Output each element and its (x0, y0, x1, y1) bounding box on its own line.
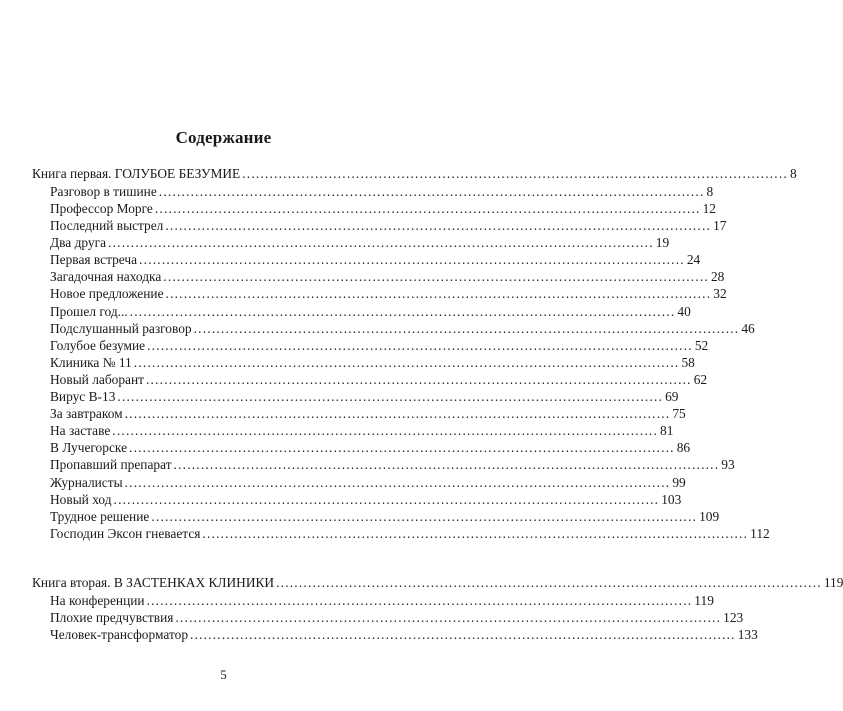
toc-chapter-entry (50, 303, 691, 320)
dot-leader: ........................................................................................................................ (146, 371, 692, 387)
toc-chapter-entry-title: Новый лаборант (50, 371, 144, 387)
toc-chapter-entry-title: Пропавший препарат (50, 457, 172, 473)
toc-chapter-entry-title: Голубое безумие (50, 337, 146, 353)
toc-chapter-entry-title: Два друга (50, 235, 107, 251)
toc-chapter-entry-title: Первая встреча (50, 252, 138, 268)
toc-chapter-entry-title: Последний выстрел (50, 218, 164, 233)
toc-chapter-entry-title: Вирус В-13 (50, 389, 116, 404)
toc-chapter-entry-page: 69 (665, 389, 679, 404)
toc-chapter-entry-page: 17 (713, 218, 727, 233)
dot-leader: ........................................................................................................................ (139, 252, 685, 268)
toc-chapter-entry-page: 81 (660, 423, 674, 439)
dot-leader: ........................................................................................................................ (133, 354, 680, 370)
dot-leader: ........................................................................................................................ (154, 200, 701, 216)
toc-chapter-entry-page: 46 (741, 320, 755, 336)
dot-leader: ........................................................................................................................ (202, 525, 749, 541)
dot-leader: ........................................................................................................................ (175, 609, 722, 625)
toc-chapter-entry (50, 456, 735, 473)
toc-chapter-entry (50, 491, 682, 508)
toc-chapter-entry-page: 109 (699, 508, 720, 524)
toc-section-entry-page: 119 (823, 575, 843, 590)
toc-chapter-entry (50, 234, 670, 251)
toc-chapter-entry-title: Загадочная находка (50, 269, 162, 285)
toc-chapter-entry-page: 112 (750, 525, 770, 541)
dot-leader: ........................................................................................................................ (151, 508, 698, 524)
toc-section-entry (32, 165, 797, 182)
toc-chapter-entry-title: Человек-трансформатор (50, 627, 189, 642)
toc-chapter-entry (50, 609, 744, 626)
toc-chapter-entry (50, 217, 727, 234)
dot-leader: ........................................................................................................................ (124, 406, 671, 422)
dot-leader: ........................................................................................................................ (165, 218, 712, 233)
toc-chapter-entry (50, 439, 691, 456)
toc-chapter-entry (50, 354, 695, 371)
toc-chapter-entry-page: 19 (655, 235, 670, 251)
dot-leader: ........................................................................................................................ (146, 592, 693, 608)
toc-chapter-entry (50, 626, 758, 643)
toc-section-entry (32, 574, 843, 591)
toc-chapter-entry-title: На конференции (50, 592, 145, 608)
toc-chapter-entry-page: 32 (713, 286, 727, 302)
dot-leader: ........................................................................................................................ (190, 627, 736, 642)
toc-chapter-entry-title: Разговор в тишине (50, 183, 157, 199)
toc-chapter-entry-title: На заставе (50, 423, 111, 439)
toc-chapter-entry-title: Подслушанный разговор (50, 320, 192, 336)
toc-section-entry-title: Книга первая. ГОЛУБОЕ БЕЗУМИЕ (32, 166, 241, 181)
toc-chapter-entry-page: 24 (686, 252, 701, 268)
toc-chapter-entry (50, 422, 674, 439)
toc-chapter-entry-page: 123 (723, 609, 744, 625)
toc-chapter-entry (50, 320, 755, 337)
toc-chapter-entry-title: Прошел год... (50, 303, 128, 319)
toc-chapter-entry (50, 251, 701, 268)
dot-leader: ........................................................................................................................ (129, 303, 676, 319)
toc-chapter-entry (50, 285, 727, 302)
dot-leader: ........................................................................................................................ (113, 491, 660, 507)
toc-chapter-entry (50, 371, 708, 388)
toc-chapter-entry-title: Господин Эксон гневается (50, 525, 201, 541)
toc-chapter-entry (50, 525, 770, 542)
toc-chapter-entry-title: Новое предложение (50, 286, 164, 302)
toc-chapter-entry-page: 62 (693, 371, 708, 387)
toc-chapter-entry-page: 58 (681, 354, 695, 370)
toc-chapter-entry-title: Профессор Морге (50, 200, 153, 216)
toc-chapter-entry-title: В Лучегорске (50, 440, 128, 456)
toc-chapter-entry-title: Трудное решение (50, 508, 150, 524)
page-number: 5 (220, 667, 227, 682)
dot-leader: ........................................................................................................................ (147, 337, 693, 353)
toc-title: Содержание (175, 128, 272, 147)
toc-chapter-entry (50, 337, 709, 354)
toc-chapter-entry-title: Плохие предчувствия (50, 609, 174, 625)
dot-leader: ........................................................................................................................ (158, 183, 705, 199)
dot-leader: ........................................................................................................................ (276, 575, 822, 590)
toc-chapter-entry (50, 508, 720, 525)
toc-chapter-entry-page: 133 (737, 627, 758, 642)
dot-leader: ........................................................................................................................ (124, 474, 671, 490)
toc-section-entry-page: 8 (789, 166, 797, 181)
toc-chapter-entry (50, 200, 716, 217)
dot-leader: ........................................................................................................................ (112, 423, 659, 439)
toc-chapter-entry-page: 103 (661, 491, 682, 507)
toc-chapter-entry (50, 405, 686, 422)
toc-chapter-entry-page: 28 (710, 269, 725, 285)
dot-leader: ........................................................................................................................ (117, 389, 664, 404)
toc-chapter-entry (50, 388, 679, 405)
toc-chapter-entry-title: За завтраком (50, 406, 123, 422)
toc-chapter-entry-page: 93 (721, 457, 735, 473)
toc-section-entry-title: Книга вторая. В ЗАСТЕНКАХ КЛИНИКИ (32, 575, 275, 590)
toc-chapter-entry-page: 99 (672, 474, 686, 490)
dot-leader: ........................................................................................................................ (173, 457, 720, 473)
toc-chapter-entry-page: 12 (702, 200, 716, 216)
dot-leader: ........................................................................................................................ (108, 235, 654, 251)
dot-leader: ........................................................................................................................ (129, 440, 675, 456)
toc-chapter-entry-page: 86 (676, 440, 691, 456)
toc-chapter-entry (50, 592, 714, 609)
toc-chapter-entry-page: 75 (672, 406, 686, 422)
toc-chapter-entry (50, 268, 725, 285)
toc-chapter-entry-page: 119 (694, 592, 714, 608)
toc-chapter-entry-page: 40 (677, 303, 691, 319)
dot-leader: ........................................................................................................................ (193, 320, 740, 336)
toc-chapter-entry-page: 52 (694, 337, 709, 353)
toc-chapter-entry-title: Новый ход (50, 491, 112, 507)
toc-chapter-entry-title: Клиника № 11 (50, 354, 132, 370)
toc-chapter-entry-page: 8 (706, 183, 714, 199)
toc-chapter-entry (50, 183, 714, 200)
dot-leader: ........................................................................................................................ (163, 269, 709, 285)
toc-chapter-entry-title: Журналисты (50, 474, 123, 490)
dot-leader: ........................................................................................................................ (242, 166, 788, 181)
dot-leader: ........................................................................................................................ (165, 286, 712, 302)
toc-chapter-entry (50, 474, 686, 491)
